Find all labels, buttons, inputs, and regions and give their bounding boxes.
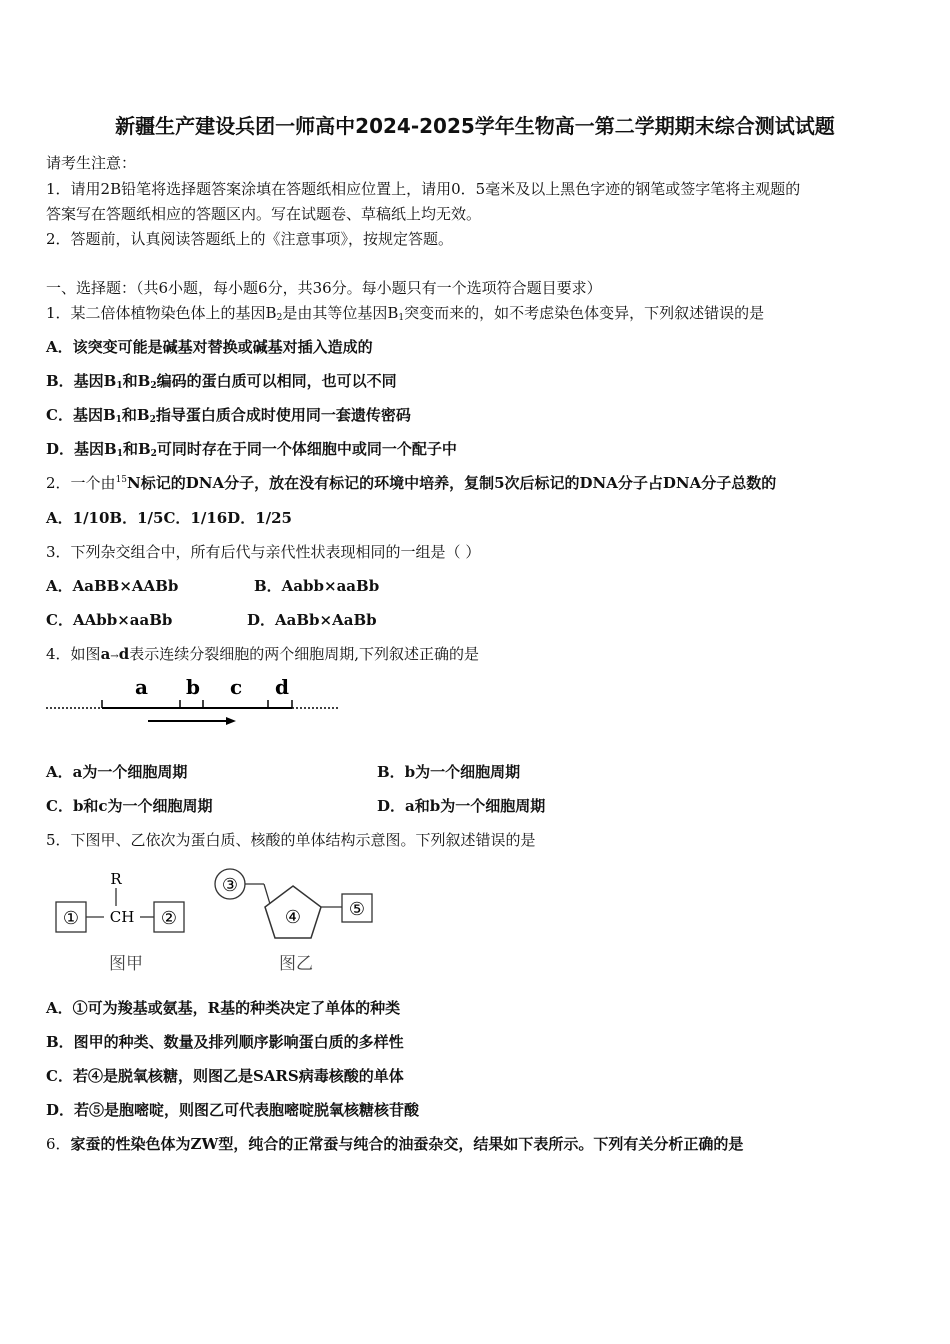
stem-text: 一个由	[70, 474, 116, 492]
q3-option-a: A．AaBB×AABb	[46, 577, 179, 595]
arrow-head-icon	[226, 717, 236, 725]
superscript: 15	[115, 475, 128, 485]
stem-text: 突变而来的，如不考虑染色体变异，下列叙述错误的是	[404, 304, 765, 322]
stem-text: N标记的DNA分子，放在没有标记的环境中培养，复制5次后标记的DNA分子占DNA分子总数的	[127, 474, 777, 492]
q5-option-b: B．图甲的种类、数量及排列顺序影响蛋白质的多样性	[46, 1033, 404, 1051]
subscript: 2	[150, 449, 157, 459]
stem-text: 下图甲、乙依次为蛋白质、核酸的单体结构示意图。下列叙述错误的是	[70, 831, 536, 849]
page-title: 新疆生产建设兵团一师高中2024-2025学年生物高一第二学期期末综合测试试题	[115, 114, 835, 138]
arrow-icon: →	[110, 651, 119, 662]
stem-text: 表示连续分裂细胞的两个细胞周期,下列叙述正确的是	[129, 645, 479, 663]
subscript: 1	[115, 415, 122, 425]
subscript: 2	[276, 313, 283, 323]
option-text: 指导蛋白质合成时使用同一套遗传密码	[155, 406, 411, 424]
stem-text: 下列杂交组合中，所有后代与亲代性状表现相同的一组是（ ）	[70, 543, 481, 561]
q1-option-c	[46, 404, 411, 425]
notice-item-2: 2．答题前，认真阅读答题纸上的《注意事项》，按规定答题。	[46, 230, 454, 248]
question-number: 1．	[46, 304, 71, 322]
stem-text: 是由其等位基因B	[282, 304, 399, 322]
q2-options: A．1/10B．1/5C．1/16D．1/25	[46, 509, 292, 527]
notice-heading: 请考生注意：	[46, 154, 137, 172]
q5-option-a: A．①可为羧基或氨基，R基的种类决定了单体的种类	[46, 999, 401, 1017]
subscript: 1	[398, 313, 405, 323]
option-text: D．基因B	[46, 440, 117, 458]
monomer-structure-figure	[52, 862, 382, 980]
option-text: B．基因B	[46, 372, 117, 390]
bond	[264, 884, 270, 904]
q3-option-d: D．AaBb×AaBb	[247, 611, 377, 629]
stem-text: 如图	[70, 645, 101, 663]
question-5-stem	[46, 829, 536, 850]
label-c: c	[230, 675, 243, 699]
q1-option-b	[46, 370, 397, 391]
circled-4: ④	[284, 907, 302, 928]
label-a: a	[135, 675, 148, 699]
question-1-stem	[46, 302, 764, 323]
q1-option-d	[46, 438, 457, 459]
question-number: 6．	[46, 1135, 71, 1153]
q3-option-b: B．Aabb×aaBb	[254, 577, 380, 595]
cell-cycle-figure	[46, 672, 346, 732]
circled-1: ①	[62, 908, 80, 929]
question-6-stem	[46, 1133, 743, 1154]
q4-option-b: B．b为一个细胞周期	[377, 763, 521, 781]
question-number: 3．	[46, 543, 71, 561]
q3-option-c: C．AAbb×aaBb	[46, 611, 173, 629]
subscript: 1	[116, 381, 123, 391]
q4-option-c: C．b和c为一个细胞周期	[46, 797, 213, 815]
question-number: 4．	[46, 645, 71, 663]
stem-text: 家蚕的性染色体为ZW型，纯合的正常蚕与纯合的油蚕杂交，结果如下表所示。下列有关分析正确的是	[70, 1135, 744, 1153]
question-3-stem	[46, 541, 480, 562]
q5-option-c: C．若④是脱氧核糖，则图乙是SARS病毒核酸的单体	[46, 1067, 404, 1085]
notice-item-1: 1．请用2B铅笔将选择题答案涂填在答题纸相应位置上，请用0．5毫米及以上黑色字迹的钢笔或签字笔将主观题的	[46, 180, 801, 198]
caption-yi: 图乙	[279, 954, 313, 974]
caption-jia: 图甲	[109, 954, 143, 974]
notice-item-1-cont: 答案写在答题纸相应的答题区内。写在试题卷、草稿纸上均无效。	[46, 205, 482, 223]
stem-text: 某二倍体植物染色体上的基因B	[70, 304, 277, 322]
option-text: C．基因B	[46, 406, 116, 424]
stem-text: d	[118, 645, 130, 663]
option-text: 可同时存在于同一个体细胞中或同一个配子中	[156, 440, 457, 458]
label-b: b	[186, 675, 200, 699]
ch-text: CH	[109, 908, 135, 926]
question-number: 2．	[46, 474, 71, 492]
question-number: 5．	[46, 831, 71, 849]
option-text: 编码的蛋白质可以相同，也可以不同	[156, 372, 397, 390]
q1-option-a: A．该突变可能是碱基对替换或碱基对插入造成的	[46, 338, 373, 356]
q5-option-d: D．若⑤是胞嘧啶，则图乙可代表胞嘧啶脱氧核糖核苷酸	[46, 1101, 420, 1119]
option-text: 和B	[122, 440, 151, 458]
stem-text: a	[100, 645, 111, 663]
question-4-stem	[46, 643, 479, 664]
subscript: 2	[149, 415, 156, 425]
circled-5: ⑤	[348, 899, 366, 920]
subscript: 2	[150, 381, 157, 391]
section-heading: 一、选择题：（共6小题，每小题6分，共36分。每小题只有一个选项符合题目要求）	[46, 279, 602, 297]
option-text: 和B	[121, 406, 150, 424]
subscript: 1	[116, 449, 123, 459]
question-2-stem	[46, 472, 776, 493]
label-d: d	[275, 675, 289, 699]
option-text: 和B	[122, 372, 151, 390]
circled-2: ②	[160, 908, 178, 929]
q4-option-d: D．a和b为一个细胞周期	[377, 797, 546, 815]
circled-3: ③	[221, 875, 239, 896]
r-group: R	[110, 870, 122, 888]
q4-option-a: A．a为一个细胞周期	[46, 763, 188, 781]
